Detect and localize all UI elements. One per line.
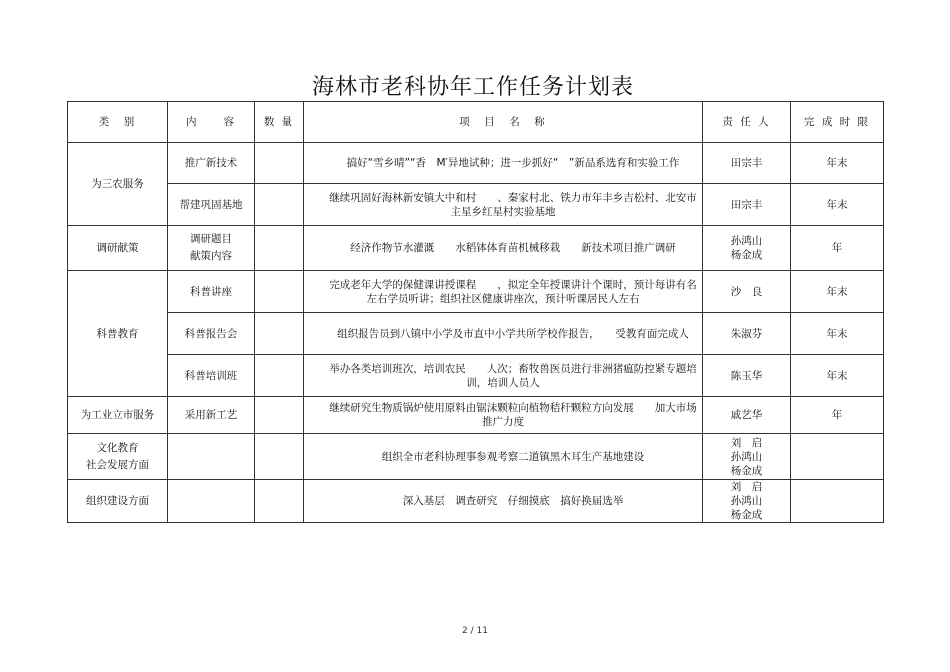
project-cell: 继续研究生物质锅炉使用原料由锯沫颗粒向植物秸秆颗粒方向发展 加大市场推广力度 (304, 397, 703, 434)
project-cell: 组织报告员到八镇中小学及市直中小学共所学校作报告， 受教育面完成人 (304, 313, 703, 355)
project-cell: 举办各类培训班次，培训农民 人次；畜牧兽医员进行非洲猪瘟防控紧专题培训，培训人员人 (304, 355, 703, 397)
category-cell: 文化教育 社会发展方面 (68, 434, 168, 480)
plan-table (67, 101, 884, 523)
content-cell: 推广新技术 (168, 143, 255, 184)
responsible-cell: 陈玉华 (703, 355, 791, 397)
responsible-cell: 刘 启 孙鸿山 杨金成 (703, 434, 791, 480)
content-cell: 采用新工艺 (168, 397, 255, 434)
table-row (68, 434, 884, 480)
header-category: 类 别 (68, 102, 168, 143)
header-content: 内 容 (168, 102, 255, 143)
content-cell (168, 480, 255, 523)
responsible-cell: 田宗丰 (703, 143, 791, 184)
header-quantity: 数 量 (255, 102, 304, 143)
quantity-cell (255, 143, 304, 184)
quantity-cell (255, 313, 304, 355)
content-cell: 科普讲座 (168, 271, 255, 313)
responsible-cell: 戚艺华 (703, 397, 791, 434)
table-row (68, 313, 884, 355)
category-cell: 组织建设方面 (68, 480, 168, 523)
header-deadline: 完 成 时 限 (791, 102, 884, 143)
category-cell: 为工业立市服务 (68, 397, 168, 434)
page-title: 海林市老科协年工作任务计划表 (0, 70, 950, 101)
quantity-cell (255, 480, 304, 523)
content-cell: 科普培训班 (168, 355, 255, 397)
table-row (68, 355, 884, 397)
project-cell: 继续巩固好海林新安镇大中和村 、秦家村北、铁力市年丰乡吉松村、北安市主星乡红星村实验基地 (304, 184, 703, 226)
category-cell: 调研献策 (68, 226, 168, 271)
responsible-cell: 孙鸿山 杨金成 (703, 226, 791, 271)
deadline-cell: 年末 (791, 313, 884, 355)
content-cell: 科普报告会 (168, 313, 255, 355)
header-project: 项 目 名 称 (304, 102, 703, 143)
table-row (68, 271, 884, 313)
responsible-cell: 刘 启 孙鸿山 杨金成 (703, 480, 791, 523)
deadline-cell: 年末 (791, 271, 884, 313)
responsible-cell: 田宗丰 (703, 184, 791, 226)
table-row (68, 397, 884, 434)
responsible-cell: 朱淑芬 (703, 313, 791, 355)
deadline-cell (791, 434, 884, 480)
quantity-cell (255, 434, 304, 480)
deadline-cell: 年 (791, 397, 884, 434)
table-header-row (68, 102, 884, 143)
table-row (68, 184, 884, 226)
quantity-cell (255, 355, 304, 397)
content-cell: 调研题目 献策内容 (168, 226, 255, 271)
deadline-cell: 年末 (791, 355, 884, 397)
project-cell: 搞好“雪乡晴”“香 M′异地试种；进一步抓好“ ”新品系选育和实验工作 (304, 143, 703, 184)
table-row (68, 143, 884, 184)
deadline-cell: 年末 (791, 184, 884, 226)
quantity-cell (255, 226, 304, 271)
project-cell: 完成老年大学的保健课讲授课程 ，拟定全年授课讲计个课时，预计每讲有名左右学员听讲；组织社区健康讲座次，预计听课居民人左右 (304, 271, 703, 313)
quantity-cell (255, 184, 304, 226)
responsible-cell: 沙 良 (703, 271, 791, 313)
deadline-cell: 年 (791, 226, 884, 271)
content-cell (168, 434, 255, 480)
table-row (68, 480, 884, 523)
deadline-cell (791, 480, 884, 523)
project-cell: 经济作物节水灌溉 水稻钵体育苗机械移栽 新技术项目推广调研 (304, 226, 703, 271)
quantity-cell (255, 397, 304, 434)
deadline-cell: 年末 (791, 143, 884, 184)
quantity-cell (255, 271, 304, 313)
project-cell: 组织全市老科协理事参观考察二道镇黑木耳生产基地建设 (304, 434, 703, 480)
content-cell: 帮建巩固基地 (168, 184, 255, 226)
table-row (68, 226, 884, 271)
header-responsible: 责 任 人 (703, 102, 791, 143)
project-cell: 深入基层 调查研究 仔细摸底 搞好换届选举 (304, 480, 703, 523)
category-cell: 为三农服务 (68, 143, 168, 226)
category-cell: 科普教育 (68, 271, 168, 397)
page-number: 2 / 11 (462, 626, 488, 636)
